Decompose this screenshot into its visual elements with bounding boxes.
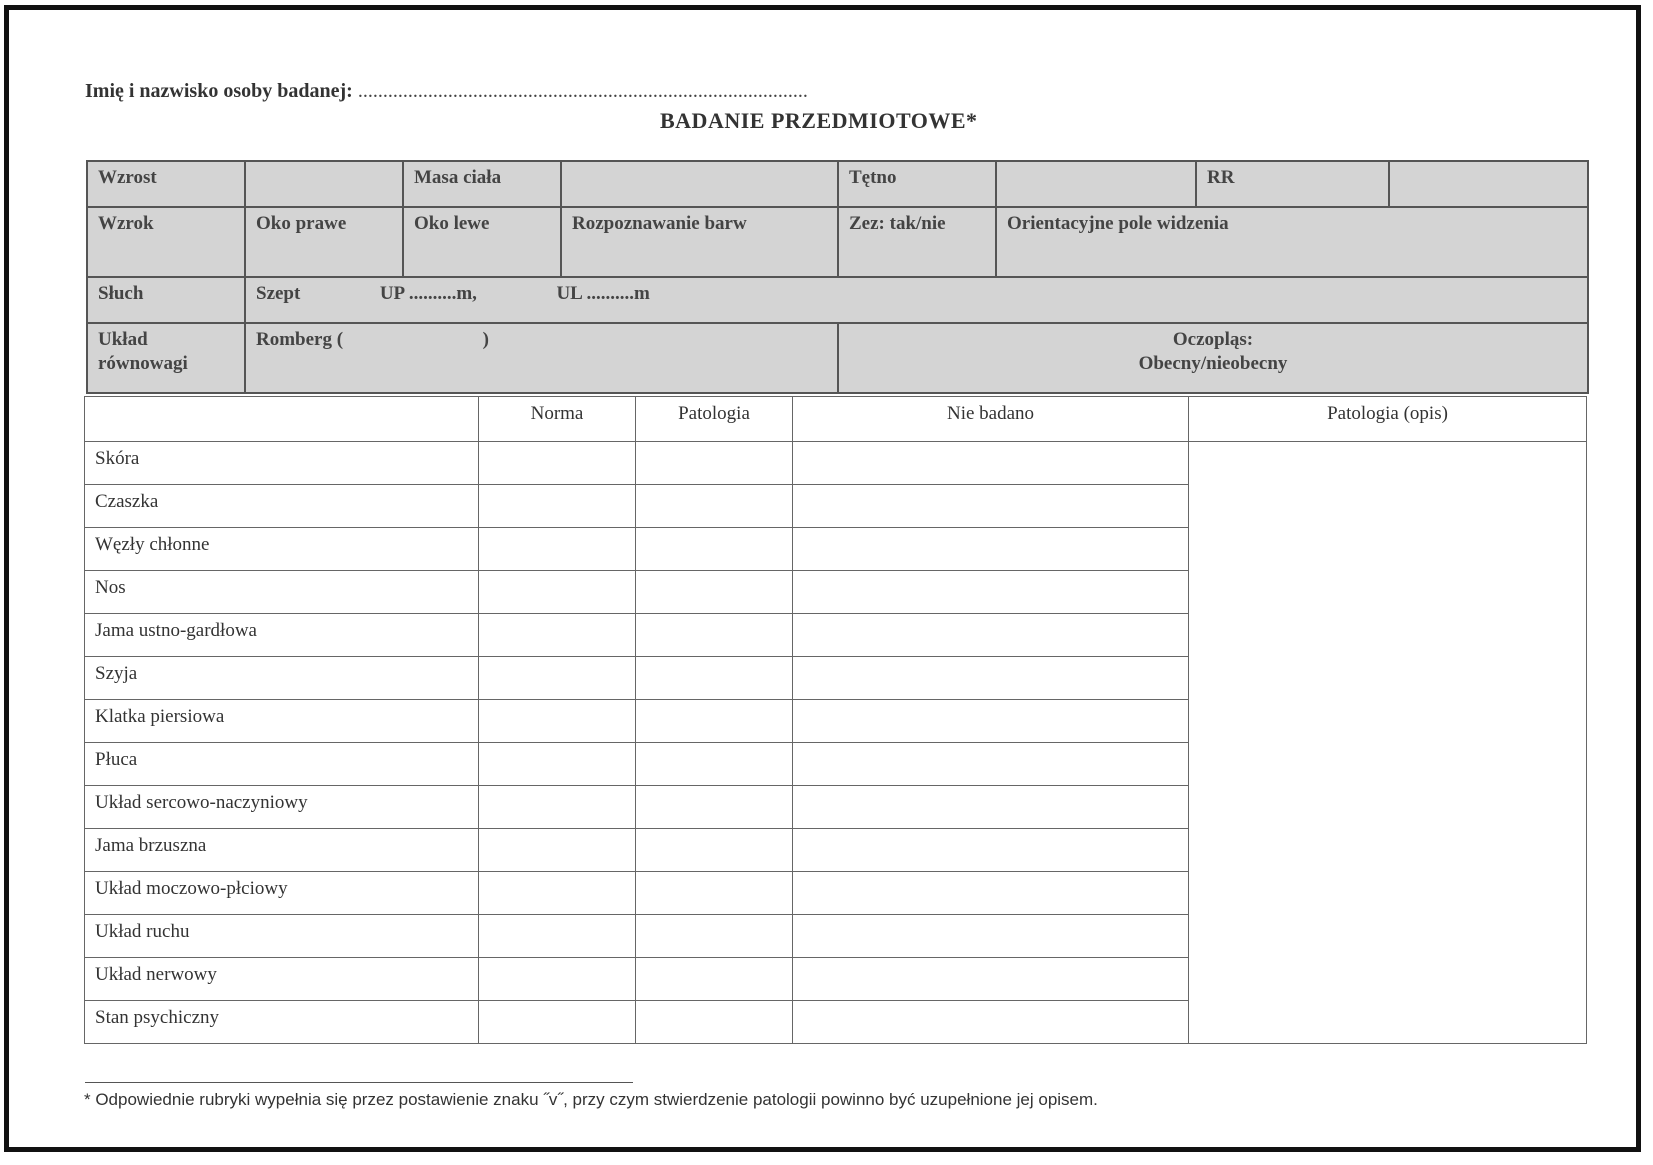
mass-field[interactable] [561, 161, 838, 207]
row-label: Układ ruchu [85, 915, 479, 958]
subject-name-line [85, 80, 808, 103]
pathology-cell[interactable] [636, 700, 793, 743]
row-label: Węzły chłonne [85, 528, 479, 571]
col-header-norm: Norma [479, 397, 636, 442]
col-header-pathology-desc: Patologia (opis) [1189, 397, 1587, 442]
not-examined-cell[interactable] [793, 786, 1189, 829]
row-label: Układ nerwowy [85, 958, 479, 1001]
mass-label: Masa ciała [403, 161, 561, 207]
hearing-field[interactable] [245, 277, 1588, 323]
row-label: Płuca [85, 743, 479, 786]
subject-name-label: Imię i nazwisko osoby badanej: [85, 80, 353, 102]
pulse-field[interactable] [996, 161, 1196, 207]
hearing-label: Słuch [87, 277, 245, 323]
ul-field[interactable]: UL ..........m [556, 283, 650, 304]
not-examined-cell[interactable] [793, 571, 1189, 614]
norm-cell[interactable] [479, 442, 636, 485]
strabismus-field[interactable]: Zez: tak/nie [838, 207, 996, 277]
visual-field-field[interactable]: Orientacyjne pole widzenia [996, 207, 1588, 277]
height-field[interactable] [245, 161, 403, 207]
norm-cell[interactable] [479, 829, 636, 872]
rr-label: RR [1196, 161, 1389, 207]
row-label: Skóra [85, 442, 479, 485]
right-eye-field[interactable]: Oko prawe [245, 207, 403, 277]
left-eye-field[interactable]: Oko lewe [403, 207, 561, 277]
pathology-cell[interactable] [636, 485, 793, 528]
not-examined-cell[interactable] [793, 829, 1189, 872]
col-header-not-examined: Nie badano [793, 397, 1189, 442]
pathology-cell[interactable] [636, 915, 793, 958]
norm-cell[interactable] [479, 614, 636, 657]
nystagmus-field[interactable] [838, 323, 1588, 393]
norm-cell[interactable] [479, 958, 636, 1001]
norm-cell[interactable] [479, 657, 636, 700]
not-examined-cell[interactable] [793, 1001, 1189, 1044]
pathology-cell[interactable] [636, 1001, 793, 1044]
nystagmus-label: Oczopląs: [1172, 329, 1254, 350]
row-label: Czaszka [85, 485, 479, 528]
col-header-pathology: Patologia [636, 397, 793, 442]
norm-cell[interactable] [479, 528, 636, 571]
table-row [85, 442, 1587, 485]
pathology-cell[interactable] [636, 958, 793, 1001]
exam-table [84, 396, 1587, 1044]
pathology-cell[interactable] [636, 743, 793, 786]
row-label: Nos [85, 571, 479, 614]
not-examined-cell[interactable] [793, 743, 1189, 786]
color-recognition-field[interactable]: Rozpoznawanie barw [561, 207, 838, 277]
romberg-field[interactable] [245, 323, 838, 393]
pathology-cell[interactable] [636, 528, 793, 571]
balance-label: Układ równowagi [87, 323, 245, 393]
not-examined-cell[interactable] [793, 958, 1189, 1001]
pathology-cell[interactable] [636, 657, 793, 700]
pathology-description-cell[interactable] [1189, 442, 1587, 1044]
not-examined-cell[interactable] [793, 614, 1189, 657]
not-examined-cell[interactable] [793, 915, 1189, 958]
col-header-organ [85, 397, 479, 442]
pathology-cell[interactable] [636, 614, 793, 657]
norm-cell[interactable] [479, 700, 636, 743]
not-examined-cell[interactable] [793, 485, 1189, 528]
row-label: Stan psychiczny [85, 1001, 479, 1044]
not-examined-cell[interactable] [793, 872, 1189, 915]
pathology-cell[interactable] [636, 872, 793, 915]
romberg-close: ) [482, 329, 489, 350]
row-label: Szyja [85, 657, 479, 700]
rr-field[interactable] [1389, 161, 1588, 207]
footnote-divider [85, 1082, 633, 1083]
norm-cell[interactable] [479, 485, 636, 528]
norm-cell[interactable] [479, 872, 636, 915]
row-label: Układ moczowo-płciowy [85, 872, 479, 915]
footnote: * Odpowiednie rubryki wypełnia się przez postawienie znaku ˝v˝, przy czym stwierdzenie patologii powinno być uzupełnione jej opisem. [84, 1090, 1098, 1109]
pathology-cell[interactable] [636, 786, 793, 829]
height-label: Wzrost [87, 161, 245, 207]
not-examined-cell[interactable] [793, 657, 1189, 700]
not-examined-cell[interactable] [793, 700, 1189, 743]
norm-cell[interactable] [479, 915, 636, 958]
vitals-table [86, 160, 1589, 394]
row-label: Klatka piersiowa [85, 700, 479, 743]
pathology-cell[interactable] [636, 442, 793, 485]
norm-cell[interactable] [479, 786, 636, 829]
row-label: Jama brzuszna [85, 829, 479, 872]
up-field[interactable]: UP ..........m, [379, 283, 477, 304]
norm-cell[interactable] [479, 743, 636, 786]
form-title: BADANIE PRZEDMIOTOWE* [660, 108, 978, 133]
nystagmus-options: Obecny/nieobecny [1138, 353, 1288, 374]
exam-header-row [85, 397, 1587, 442]
whisper-label: Szept [256, 283, 301, 304]
row-label: Jama ustno-gardłowa [85, 614, 479, 657]
pathology-cell[interactable] [636, 829, 793, 872]
pulse-label: Tętno [838, 161, 996, 207]
romberg-label: Romberg ( [256, 329, 344, 350]
not-examined-cell[interactable] [793, 442, 1189, 485]
norm-cell[interactable] [479, 571, 636, 614]
pathology-cell[interactable] [636, 571, 793, 614]
subject-name-field[interactable]: .......................................................................................... [357, 80, 808, 102]
norm-cell[interactable] [479, 1001, 636, 1044]
row-label: Układ sercowo-naczyniowy [85, 786, 479, 829]
vision-label: Wzrok [87, 207, 245, 277]
not-examined-cell[interactable] [793, 528, 1189, 571]
